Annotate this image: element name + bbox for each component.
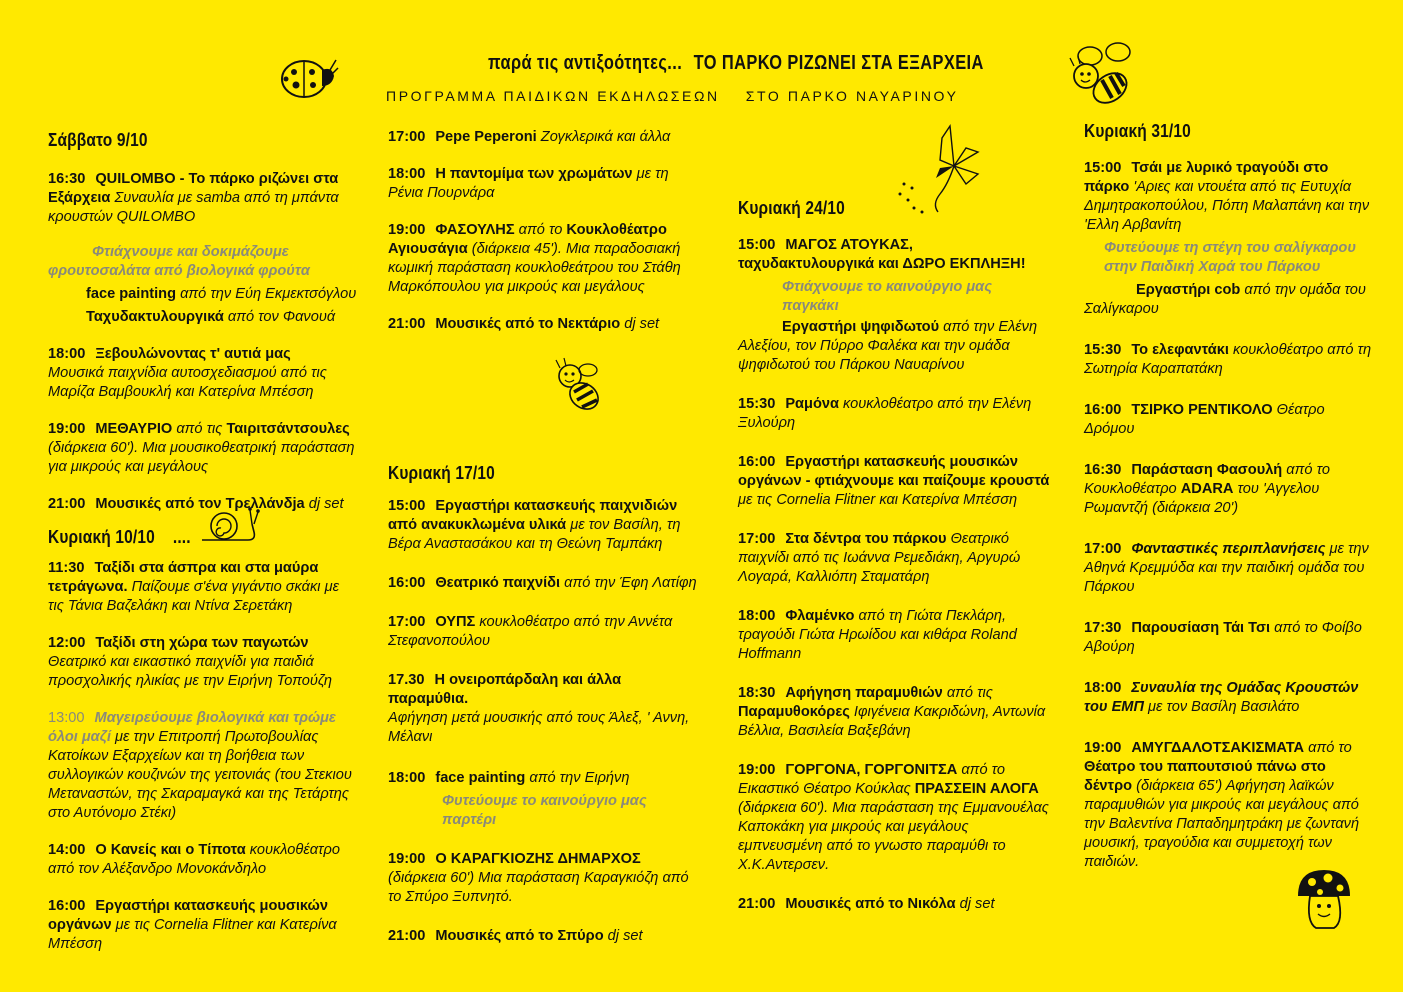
column-3 bbox=[738, 199, 1050, 914]
event-title: Η παντομίμα των χρωμάτων bbox=[435, 166, 633, 182]
event-title: ΤΣΙΡΚΟ ΡΕΝΤΙΚΟΛΟ bbox=[1131, 402, 1273, 418]
event-desc: dj set bbox=[607, 928, 643, 944]
event-title: Ταχυδακτυλουργικά bbox=[86, 309, 224, 325]
event-title: Εργαστήρι κατασκευής μουσικών οργάνων - φτιάχνουμε και παίζουμε κρουστά bbox=[738, 454, 1050, 489]
event-title: ΜΕΘΑΥΡΙΟ bbox=[95, 421, 173, 437]
event bbox=[1084, 281, 1376, 319]
event-time: 21:00 bbox=[738, 896, 776, 912]
event bbox=[388, 315, 700, 334]
event-time: 17:30 bbox=[1084, 620, 1122, 636]
subtitle-location: ΣΤΟ ΠΑΡΚΟ ΝΑΥΑΡΙΝΟΥ bbox=[745, 88, 959, 104]
event bbox=[738, 684, 1050, 741]
event-title: Ο Κανείς και ο Τίποτα bbox=[95, 842, 246, 858]
event-title: Θεατρικό παιχνίδι bbox=[435, 575, 561, 591]
event-performer: Κουκλοθέατρο Αγιουσάγια bbox=[388, 222, 667, 257]
event-title: ΓΟΡΓΟΝΑ, ΓΟΡΓΟΝΙΤΣΑ bbox=[785, 762, 958, 778]
event-time: 18:00 bbox=[738, 608, 776, 624]
event-time: 15:00 bbox=[388, 498, 426, 514]
event-desc: από το bbox=[1308, 740, 1352, 756]
event-time: 17:00 bbox=[388, 614, 426, 630]
event-title: Εργαστήρι κατασκευής παιχνιδιών από ανακυκλωμένα υλικά bbox=[388, 498, 678, 533]
event-performer: Θέατρο του παπουτσιού πάνω στο δέντρο bbox=[1084, 759, 1326, 794]
event bbox=[388, 927, 700, 946]
event-time: 18:00 bbox=[1084, 680, 1122, 696]
event-time: 14:00 bbox=[48, 842, 86, 858]
event-performer: Παραμυθοκόρες bbox=[738, 704, 850, 720]
column-4 bbox=[1084, 122, 1376, 872]
page-title bbox=[488, 52, 984, 75]
event-time: 17:00 bbox=[1084, 541, 1122, 557]
event-desc: από την ομάδα του Σαλίγκαρου bbox=[1084, 282, 1366, 317]
event bbox=[738, 236, 1050, 274]
event-time: 18:00 bbox=[388, 166, 426, 182]
event-desc: από το bbox=[518, 222, 563, 238]
event-desc: με την Επιτροπή Πρωτοβουλίας Κατοίκων Εξαρχείων και τη βοήθεια των συλλογικών κουζινών της γειτονιάς (του Στεκιου Μεταναστών, της Σκαραμαγκά και της Τετάρτης στο Αυτόνομο Στέκι) bbox=[48, 729, 352, 821]
event-time: 15:00 bbox=[738, 237, 776, 253]
event bbox=[388, 613, 700, 651]
event-time: 15:00 bbox=[1084, 160, 1122, 176]
event-desc: με την Αθηνά Κρεμμύδα και την παιδική ομάδα του Πάρκου bbox=[1084, 541, 1369, 595]
mushroom-icon bbox=[1294, 866, 1354, 932]
event-time: 16:00 bbox=[738, 454, 776, 470]
event-time: 12:00 bbox=[48, 635, 86, 651]
event-desc: dj set bbox=[959, 896, 995, 912]
event-desc: κουκλοθέατρο από τον Αλέξανδρο Μονοκάνδηλο bbox=[48, 842, 340, 877]
event-time: 17:00 bbox=[738, 531, 776, 547]
event bbox=[48, 170, 358, 227]
event-title: ΑΜΥΓΔΑΛΟΤΣΑΚΙΣΜΑΤΑ bbox=[1131, 740, 1305, 756]
activity-note: Φυτεύουμε το καινούργιο μας παρτέρι bbox=[442, 793, 647, 828]
event-desc: με τη Ρένια Πουρνάρα bbox=[388, 166, 669, 201]
column-2 bbox=[388, 128, 700, 946]
title-tagline: παρά τις αντιξοότητες... bbox=[488, 52, 683, 74]
event-title: Η ονειροπάρδαλη και άλλα παραμύθια. bbox=[388, 672, 622, 707]
event bbox=[48, 285, 358, 304]
event-title: Μουσικές από το Νικόλα bbox=[785, 896, 956, 912]
event-title: Φανταστικές περιπλανήσεις bbox=[1131, 541, 1326, 557]
event-desc: του 'Αγγελου Ρωμαντζή (διάρκεια 20') bbox=[1084, 481, 1320, 516]
bee-icon bbox=[1068, 40, 1140, 112]
day-heading-dots: .... bbox=[172, 527, 191, 547]
event bbox=[48, 308, 358, 327]
event bbox=[388, 128, 700, 147]
event-desc: από το Φοίβο Αβούρη bbox=[1084, 620, 1362, 655]
event-title: Ταξίδι στα άσπρα και στα μαύρα τετράγωνα. bbox=[48, 560, 319, 595]
event-desc: κουκλοθέατρο από την Αννέτα Στεφανοπούλου bbox=[388, 614, 673, 649]
event-time: 15:30 bbox=[738, 396, 776, 412]
event-desc: με τον Βασίλη Βασιλάτο bbox=[1148, 699, 1300, 715]
activity-note: Φτιάχνουμε και δοκιμάζουμε bbox=[92, 244, 289, 260]
event-desc: από την Εύη Εκμεκτσόγλου bbox=[180, 286, 357, 302]
event-time: 18:00 bbox=[388, 770, 426, 786]
event bbox=[388, 769, 700, 788]
event-desc: κουκλοθέατρο από τη Σωτηρία Καραπατάκη bbox=[1084, 342, 1372, 377]
event-desc: (διάρκεια 60'). Μια παράσταση της Εμμανουέλας Καποκάκη για μικρούς και μεγάλους εμπνευσμένη από το γνωστο παραμύθι το Χ.Κ.Αντερσεν. bbox=[738, 800, 1049, 873]
event-desc: από τον Φανουά bbox=[227, 309, 336, 325]
event-time: 15:30 bbox=[1084, 342, 1122, 358]
event-title: ΟΥΠΣ bbox=[435, 614, 476, 630]
event-title: face painting bbox=[86, 286, 177, 302]
event-desc: με τις Cornelia Flitner και Κατερίνα Μπέσση bbox=[48, 917, 337, 952]
event-title: Pepe Peperoni bbox=[435, 129, 537, 145]
event-title: ΜΑΓΟΣ ΑΤΟΥΚΑΣ, ταχυδακτυλουργικά και ΔΩΡΟ ΕΚΠΛΗΞΗ! bbox=[738, 237, 1026, 272]
event bbox=[48, 634, 358, 691]
event bbox=[738, 761, 1050, 875]
event-time: 18:00 bbox=[48, 346, 86, 362]
event-desc: dj set bbox=[624, 316, 660, 332]
event-desc: (διάρκεια 60') Μια παράσταση Καραγκιόζη από το Σπύρο Ξυπνητό. bbox=[388, 870, 689, 905]
event bbox=[1084, 401, 1376, 439]
event-desc: από την Ειρήνη bbox=[529, 770, 630, 786]
event-title: face painting bbox=[435, 770, 526, 786]
event-desc: Μουσικά παιχνίδια αυτοσχεδιασμού από τις Μαρίζα Βαμβουκλή και Κατερίνα Μπέσση bbox=[48, 365, 327, 400]
event-desc: 'Αριες και ντουέτα από τις Ευτυχία Δημητρακοπούλου, Πόπη Μαλαπάνη και την 'Ελλη Αρβανίτη bbox=[1084, 179, 1370, 233]
event-time: 16:00 bbox=[1084, 402, 1122, 418]
event bbox=[738, 895, 1050, 914]
day-heading: Κυριακή 31/10 bbox=[1084, 121, 1191, 141]
event-desc: (διάρκεια 65') Αφήγηση λαϊκών παραμυθιών για μικρούς και μεγάλους από την Βαλεντίνα Παπαδημητράκη με ζωντανή μουσική, τραγούδια και συμμετοχή των παιδιών. bbox=[1084, 778, 1360, 870]
event-desc: dj set bbox=[308, 496, 344, 512]
event bbox=[738, 318, 1050, 375]
day-heading: Κυριακή 24/10 bbox=[738, 198, 845, 218]
event bbox=[48, 559, 358, 616]
event-desc: Συναυλία με samba από τη μπάντα κρουστών QUILOMBO bbox=[48, 190, 339, 225]
event-desc: από τη Γιώτα Πεκλάρη, τραγούδι Γιώτα Ηρωίδου και κιθάρα Roland Hoffmann bbox=[738, 608, 1017, 662]
event bbox=[48, 841, 358, 879]
event bbox=[738, 453, 1050, 510]
event-title: Εργαστήρι κατασκευής μουσικών οργάνων bbox=[48, 898, 329, 933]
event bbox=[48, 495, 358, 514]
event-time: 16:30 bbox=[1084, 462, 1122, 478]
event bbox=[48, 345, 358, 402]
event-time: 19:00 bbox=[48, 421, 86, 437]
event bbox=[1084, 619, 1376, 657]
event-title: Μαγειρεύουμε βιολογικά και τρώμε όλοι μαζί bbox=[48, 710, 336, 745]
event bbox=[48, 709, 358, 823]
event-title: Μουσικές από το Νεκτάριο bbox=[435, 316, 621, 332]
event-title: Φλαμένκο bbox=[785, 608, 855, 624]
event-performer: ΠΡΑΣΣΕΙΝ ΑΛΟΓΑ bbox=[914, 781, 1039, 797]
event-performer: Ταιριτσάντσουλες bbox=[226, 421, 350, 437]
event-title: Ο ΚΑΡΑΓΚΙΟΖΗΣ ΔΗΜΑΡΧΟΣ bbox=[435, 851, 641, 867]
event bbox=[738, 530, 1050, 587]
event-title: Ξεβουλώνοντας τ' αυτιά μας bbox=[95, 346, 291, 362]
event-title: Τσάι με λυρικό τραγούδι στο πάρκο bbox=[1084, 160, 1329, 195]
event-time: 16:30 bbox=[48, 171, 86, 187]
event-title: Παράσταση Φασουλή bbox=[1131, 462, 1283, 478]
activity-note: Φυτεύουμε τη στέγη του σαλίγκαρου στην Παιδική Χαρά του Πάρκου bbox=[1104, 240, 1356, 275]
event bbox=[738, 395, 1050, 433]
event-title: Εργαστήρι ψηφιδωτού bbox=[782, 319, 940, 335]
event-title: Αφήγηση παραμυθιών bbox=[785, 685, 943, 701]
event-title: Μουσικές από το Σπύρο bbox=[435, 928, 604, 944]
event-desc: από το Κουκλοθέατρο bbox=[1084, 462, 1330, 497]
event-title: Παρουσίαση Τάι Τσι bbox=[1131, 620, 1271, 636]
event bbox=[48, 897, 358, 954]
event-time: 19:00 bbox=[738, 762, 776, 778]
event-desc: Ζογκλερικά και άλλα bbox=[540, 129, 671, 145]
event-title: Στα δέντρα του πάρκου bbox=[785, 531, 947, 547]
title-main: ΤΟ ΠΑΡΚΟ ΡΙΖΩΝΕΙ ΣΤΑ ΕΞΑΡΧΕΙΑ bbox=[693, 52, 984, 74]
event-time: 13:00 bbox=[48, 710, 85, 726]
event-performer: ADARA bbox=[1180, 481, 1234, 497]
event-desc: Αφήγηση μετά μουσικής από τους Άλεξ, ' Αννη, Μέλανι bbox=[388, 710, 690, 745]
ladybug-icon bbox=[276, 52, 338, 102]
event-desc: από το Εικαστικό Θέατρο Κούκλας bbox=[738, 762, 1005, 797]
event bbox=[388, 165, 700, 203]
event-desc: με τον Βασίλη, τη Βέρα Αναστασάκου και τη Θεώνη Ταμπάκη bbox=[388, 517, 681, 552]
event-time: 17:00 bbox=[388, 129, 426, 145]
event bbox=[388, 221, 700, 297]
event-desc: από τις bbox=[946, 685, 993, 701]
day-heading: Σάββατο 9/10 bbox=[48, 130, 148, 150]
event-time: 19:00 bbox=[1084, 740, 1122, 756]
event-desc: από την Έφη Λατίφη bbox=[564, 575, 697, 591]
event bbox=[48, 420, 358, 477]
event-time: 19:00 bbox=[388, 222, 426, 238]
event-desc: (διάρκεια 45'). Μια παραδοσιακή κωμική παράσταση κουκλοθεάτρου του Στάθη Μαρκόπουλου για μικρούς και μεγάλους bbox=[388, 241, 681, 295]
subtitle-program: ΠΡΟΓΡΑΜΜΑ ΠΑΙΔΙΚΩΝ ΕΚΔΗΛΩΣΕΩΝ bbox=[386, 88, 720, 104]
event-time: 16:00 bbox=[48, 898, 86, 914]
event-title: Μουσικές από τον Τρελλάνδja bbox=[95, 496, 305, 512]
page-subtitle bbox=[386, 88, 959, 104]
day-heading-text: Κυριακή 10/10 bbox=[48, 527, 155, 547]
event-desc: (διάρκεια 60'). Μια μουσικοθεατρική παράσταση για μικρούς και μεγάλους bbox=[48, 440, 355, 475]
event-title: ΦΑΣΟΥΛΗΣ bbox=[435, 222, 515, 238]
event bbox=[388, 671, 700, 747]
activity-note: φρουτοσαλάτα από βιολογικά φρούτα bbox=[48, 263, 310, 279]
event-time: 17.30 bbox=[388, 672, 425, 688]
event-time: 19:00 bbox=[388, 851, 426, 867]
event-desc: κουκλοθέατρο από την Ελένη Ξυλούρη bbox=[738, 396, 1032, 431]
event-title: Συναυλία της Ομάδας Κρουστών του ΕΜΠ bbox=[1084, 680, 1359, 715]
event bbox=[1084, 341, 1376, 379]
event-time: 21:00 bbox=[48, 496, 86, 512]
column-1 bbox=[48, 131, 358, 954]
day-heading bbox=[48, 528, 315, 547]
event bbox=[388, 574, 700, 593]
event-desc: με τις Cornelia Flitner και Κατερίνα Μπέσση bbox=[738, 492, 1018, 508]
event-desc: Θεατρικό παιχνίδι από τις Ιωάννα Ρεμεδιάκη, Αργυρώ Λογαρά, Καλλιόπη Σταματάρη bbox=[738, 531, 1021, 585]
event-title: Το ελεφαντάκι bbox=[1131, 342, 1229, 358]
event-title: Εργαστήρι cob bbox=[1136, 282, 1241, 298]
event-desc: Θεατρικό και εικαστικό παιχνίδι για παιδιά προσχολικής ηλικίας με την Ειρήνη Τοπούζη bbox=[48, 654, 332, 689]
event-time: 16:00 bbox=[388, 575, 426, 591]
event-time: 11:30 bbox=[48, 560, 85, 576]
activity-note: Φτιάχνουμε το καινούργιο μας παγκάκι bbox=[782, 279, 992, 314]
event-time: 21:00 bbox=[388, 928, 426, 944]
event bbox=[1084, 679, 1376, 717]
event-desc: Παίζουμε σ'ένα γιγάντιο σκάκι με τις Τάνια Βαζελάκη και Ντίνα Σερετάκη bbox=[48, 579, 339, 614]
event-desc: Θέατρο Δρόμου bbox=[1084, 402, 1325, 437]
event-desc: από την Ελένη Αλεξίου, τον Πύρρο Φαλέκα και την ομάδα ψηφιδωτού του Πάρκου Ναυαρίνου bbox=[738, 319, 1038, 373]
event-title: Ραμόνα bbox=[785, 396, 839, 412]
event-title: Ταξίδι στη χώρα των παγωτών bbox=[95, 635, 309, 651]
event bbox=[1084, 739, 1376, 872]
event-desc: από τις bbox=[176, 421, 223, 437]
event-time: 21:00 bbox=[388, 316, 426, 332]
event-time: 18:30 bbox=[738, 685, 776, 701]
event-title: QUILOMBO - Το πάρκο ριζώνει στα Εξάρχεια bbox=[48, 171, 339, 206]
event bbox=[1084, 540, 1376, 597]
event bbox=[1084, 159, 1376, 235]
day-heading: Κυριακή 17/10 bbox=[388, 463, 495, 483]
event-desc: Ιφιγένεια Κακριδώνη, Αντωνία Βέλλια, Βασιλεία Βαξεβάνη bbox=[738, 704, 1046, 739]
event bbox=[738, 607, 1050, 664]
event bbox=[1084, 461, 1376, 518]
event bbox=[388, 850, 700, 907]
event bbox=[388, 497, 700, 554]
